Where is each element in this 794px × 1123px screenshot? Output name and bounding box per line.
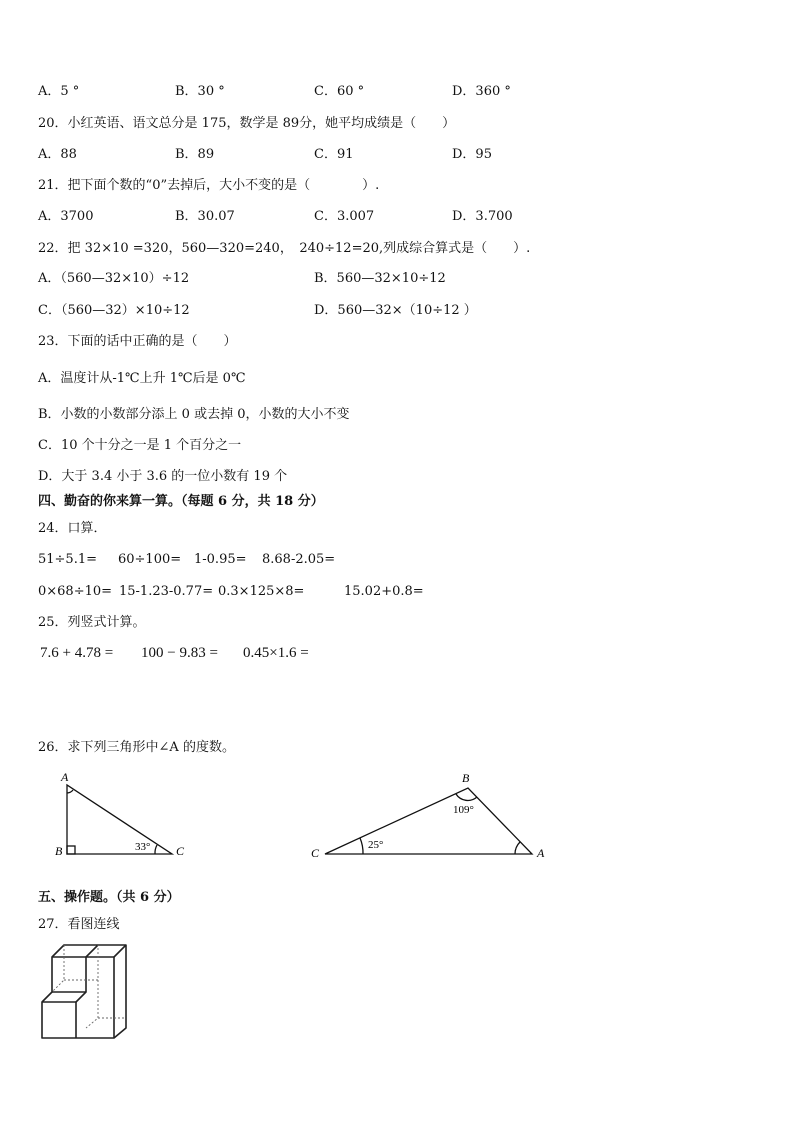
q22-option-b: B．560—32×10÷12 xyxy=(314,271,446,286)
q20-option-b: B．89 xyxy=(175,147,215,162)
q24-item: 0×68÷10= xyxy=(38,584,113,599)
tri2-label-c: C xyxy=(311,846,320,860)
q24-item: 0.3×125×8= xyxy=(218,584,305,599)
q24-item: 8.68-2.05= xyxy=(262,552,336,567)
tri2-angle-b: 109° xyxy=(453,804,474,816)
q25-item: 0.45×1.6 = xyxy=(243,645,309,661)
section5-heading: 五、操作题。（共 6 分） xyxy=(38,890,180,905)
q19-option-b: B．30 ° xyxy=(175,84,225,99)
q23-stem: 23．下面的话中正确的是（ ） xyxy=(38,334,237,349)
q27-stem: 27．看图连线 xyxy=(38,917,120,932)
q21-option-c: C．3.007 xyxy=(314,209,375,224)
q23-option-a: A．温度计从-1℃上升 1℃后是 0℃ xyxy=(38,371,246,386)
q22-option-c: C．（560—32）×10÷12 xyxy=(38,303,190,318)
tri1-label-c: C xyxy=(176,844,185,858)
q25-item: 7.6 + 4.78 = xyxy=(40,645,114,661)
tri1-angle-c: 33° xyxy=(135,841,151,853)
q21-stem: 21．把下面个数的“0”去掉后，大小不变的是（ ）. xyxy=(38,178,380,193)
triangle-2 xyxy=(325,788,532,854)
q24-stem: 24．口算． xyxy=(38,521,107,536)
q22-option-a: A．（560—32×10）÷12 xyxy=(38,271,190,286)
q21-option-b: B．30.07 xyxy=(175,209,235,224)
q25-stem: 25．列竖式计算。 xyxy=(38,615,146,630)
q20-option-d: D．95 xyxy=(452,147,492,162)
angle-a-arc xyxy=(515,842,520,854)
tri2-label-a: A xyxy=(537,846,545,860)
q23-option-c: C．10 个十分之一是 1 个百分之一 xyxy=(38,438,242,453)
q20-option-a: A．88 xyxy=(38,147,77,162)
q21-option-a: A．3700 xyxy=(38,209,94,224)
q24-item: 15.02+0.8= xyxy=(344,584,424,599)
q20-stem: 20．小红英语、语文总分是 175，数学是 89分，她平均成绩是（ ） xyxy=(38,116,456,131)
angle-c-arc xyxy=(155,845,157,854)
tri2-label-b: B xyxy=(462,771,470,785)
q24-item: 1-0.95= xyxy=(194,552,247,567)
q19-option-c: C．60 ° xyxy=(314,84,365,99)
cube-stack-figure xyxy=(38,940,138,1042)
q23-option-d: D．大于 3.4 小于 3.6 的一位小数有 19 个 xyxy=(38,469,288,484)
q22-option-d: D．560—32×（10÷12 ） xyxy=(314,303,477,318)
tri2-angle-c: 25° xyxy=(368,839,384,851)
q25-item: 100 − 9.83 = xyxy=(141,645,218,661)
q20-option-c: C．91 xyxy=(314,147,354,162)
q24-item: 15-1.23-0.77= xyxy=(119,584,214,599)
q19-option-a: A．5 ° xyxy=(38,84,80,99)
right-angle-mark xyxy=(67,846,75,854)
q24-item: 60÷100= xyxy=(118,552,182,567)
angle-b-arc xyxy=(456,794,477,800)
q19-option-d: D．360 ° xyxy=(452,84,511,99)
q23-option-b: B．小数的小数部分添上 0 或去掉 0，小数的大小不变 xyxy=(38,407,350,422)
angle-a-arc xyxy=(67,790,73,793)
q26-stem: 26．求下列三角形中∠A 的度数。 xyxy=(38,740,235,755)
tri1-label-a: A xyxy=(61,770,69,784)
q22-stem: 22．把 32×10 =320，560—320=240， 240÷12=20,列成综合算式是（ ）. xyxy=(38,241,531,256)
q24-item: 51÷5.1= xyxy=(38,552,98,567)
triangle-1 xyxy=(67,785,172,854)
angle-c-arc xyxy=(360,838,363,854)
tri1-label-b: B xyxy=(55,844,63,858)
section4-heading: 四、勤奋的你来算一算。（每题 6 分，共 18 分） xyxy=(38,494,324,509)
q21-option-d: D．3.700 xyxy=(452,209,513,224)
q26-triangles xyxy=(0,760,794,870)
